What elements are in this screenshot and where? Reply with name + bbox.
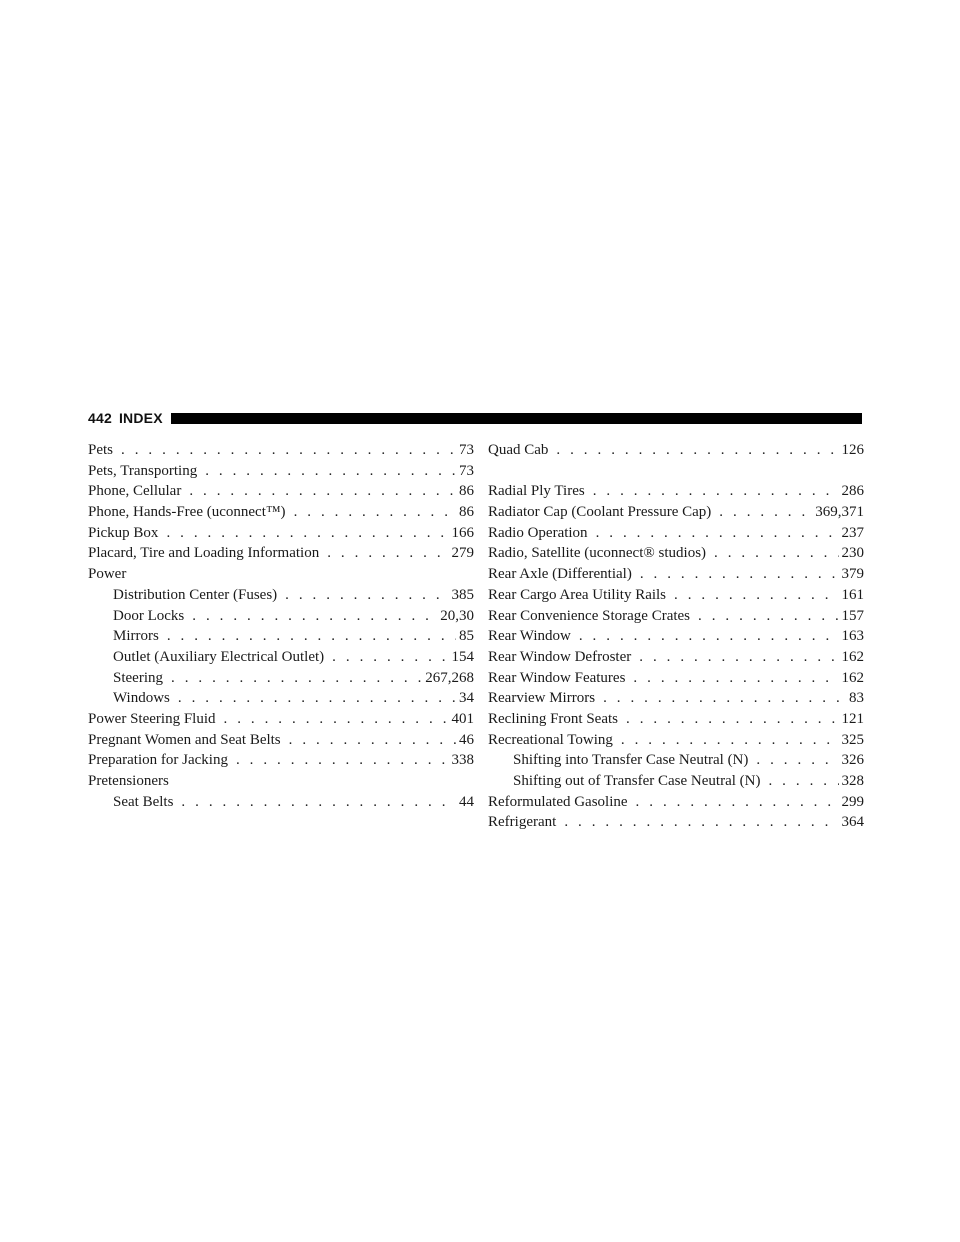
index-term: Radial Ply Tires (488, 483, 585, 500)
index-page-ref: 126 (841, 442, 864, 458)
index-entry (488, 523, 864, 544)
index-page-ref: 73 (459, 442, 474, 458)
dot-leader (621, 730, 839, 751)
index-term: Power (88, 566, 127, 583)
index-subentry (88, 626, 474, 647)
dot-leader (178, 688, 456, 709)
index-entry (488, 502, 864, 523)
dot-leader (236, 750, 449, 771)
index-term: Refrigerant (488, 814, 557, 831)
dot-leader (603, 688, 846, 709)
index-entry (488, 668, 864, 689)
dot-leader (719, 502, 812, 523)
index-page-ref: 85 (459, 628, 474, 645)
index-entry (488, 440, 864, 461)
index-subentry (88, 792, 474, 813)
index-page-ref: 44 (459, 793, 474, 810)
index-term: Radio, Satellite (uconnect® studios) (488, 545, 707, 562)
index-term: Pregnant Women and Seat Belts (88, 731, 281, 748)
dot-leader (640, 564, 839, 585)
index-term: Pets (88, 442, 114, 458)
index-page-ref: 20,30 (440, 607, 474, 624)
index-page-ref: 34 (459, 690, 474, 707)
index-page-ref: 73 (459, 462, 474, 479)
index-term: Recreational Towing (488, 731, 613, 748)
page-number: 442 (88, 410, 112, 426)
dot-leader (332, 647, 448, 668)
index-entry (488, 481, 864, 502)
index-page-ref: 286 (841, 483, 864, 500)
index-page-ref: 230 (841, 545, 864, 562)
index-page-ref: 267,268 (425, 669, 474, 686)
index-subentry (88, 668, 474, 689)
dot-leader (633, 668, 838, 689)
index-term: Pets, Transporting (88, 462, 198, 479)
index-term: Steering (113, 669, 163, 686)
index-entry (488, 543, 864, 564)
index-entry (88, 440, 474, 461)
index-term: Rear Window (488, 628, 571, 645)
index-page-ref: 299 (841, 793, 864, 810)
dot-leader (181, 792, 456, 813)
index-term: Door Locks (113, 607, 185, 624)
dot-leader (294, 502, 456, 523)
dot-leader (596, 523, 839, 544)
index-term: Rear Axle (Differential) (488, 566, 632, 583)
index-term: Pickup Box (88, 524, 159, 541)
dot-leader (626, 709, 839, 730)
index-term: Phone, Hands-Free (uconnect™) (88, 504, 286, 521)
index-entry (88, 709, 474, 730)
dot-leader (698, 606, 838, 627)
dot-leader (205, 461, 456, 482)
index-entry (488, 606, 864, 627)
index-entry (488, 626, 864, 647)
index-page-ref: 121 (841, 710, 864, 727)
index-term: Seat Belts (113, 793, 174, 810)
index-entry (88, 750, 474, 771)
dot-leader (579, 626, 839, 647)
index-term: Power Steering Fluid (88, 710, 216, 727)
index-entry (488, 812, 864, 833)
index-entry (88, 543, 474, 564)
index-entry (488, 585, 864, 606)
dot-leader (285, 585, 448, 606)
index-page-ref: 163 (841, 628, 864, 645)
index-term: Radio Operation (488, 524, 588, 541)
index-entry (88, 771, 474, 792)
index-page-ref: 162 (841, 669, 864, 686)
index-term: Rear Convenience Storage Crates (488, 607, 691, 624)
index-term: Distribution Center (Fuses) (113, 586, 278, 603)
index-entry (88, 523, 474, 544)
index-term: Mirrors (113, 628, 159, 645)
index-page-ref: 83 (849, 690, 864, 707)
dot-leader (171, 668, 422, 689)
index-entry (488, 647, 864, 668)
index-term: Preparation for Jacking (88, 752, 228, 769)
dot-leader (166, 523, 448, 544)
index-term: Pretensioners (88, 773, 169, 789)
dot-leader (189, 481, 456, 502)
index-term: Windows (113, 690, 170, 707)
index-term: Rear Window Defroster (488, 648, 632, 665)
dot-leader (593, 481, 839, 502)
index-term: Reclining Front Seats (488, 710, 618, 727)
dot-leader (289, 730, 456, 751)
index-page-ref: 328 (841, 773, 864, 789)
dot-leader (768, 771, 838, 792)
index-page-ref: 279 (451, 545, 474, 562)
index-term: Rear Window Features (488, 669, 626, 686)
index-term: Rear Cargo Area Utility Rails (488, 586, 667, 603)
index-page-ref: 46 (459, 731, 474, 748)
index-term: Shifting into Transfer Case Neutral (N) (513, 752, 749, 769)
index-page-ref: 364 (841, 814, 864, 831)
header-rule (171, 413, 862, 424)
index-term: Rearview Mirrors (488, 690, 596, 707)
index-page-ref: 154 (451, 648, 474, 665)
index-page-ref: 338 (451, 752, 474, 769)
index-subentry (488, 750, 864, 771)
index-term: Phone, Cellular (88, 483, 182, 500)
index-term: Shifting out of Transfer Case Neutral (N) (513, 773, 761, 789)
index-entry (488, 730, 864, 751)
index-page-ref: 157 (841, 607, 864, 624)
index-entry (488, 709, 864, 730)
index-subentry (88, 585, 474, 606)
dot-leader (224, 709, 449, 730)
index-entry (488, 792, 864, 813)
index-page-ref: 237 (841, 524, 864, 541)
index-term: Outlet (Auxiliary Electrical Outlet) (113, 648, 325, 665)
index-column-left (88, 440, 474, 812)
index-page-ref: 86 (459, 504, 474, 521)
index-entry (88, 481, 474, 502)
index-page-ref: 161 (841, 586, 864, 603)
dot-leader (639, 647, 838, 668)
index-page-ref: 326 (841, 752, 864, 769)
dot-leader (674, 585, 838, 606)
index-page-ref: 86 (459, 483, 474, 500)
index-page-ref: 162 (841, 648, 864, 665)
dot-leader (121, 440, 456, 461)
dot-leader (556, 440, 838, 461)
dot-leader (714, 543, 838, 564)
index-term: Radiator Cap (Coolant Pressure Cap) (488, 504, 712, 521)
index-page-ref: 325 (841, 731, 864, 748)
dot-leader (167, 626, 456, 647)
index-subentry (88, 606, 474, 627)
index-term: Quad Cab (488, 442, 549, 458)
index-page-ref: 385 (451, 586, 474, 603)
dot-leader (564, 812, 838, 833)
index-entry (88, 564, 474, 585)
index-page-ref: 369,371 (815, 504, 864, 521)
section-title: INDEX (118, 410, 163, 426)
dot-leader (756, 750, 838, 771)
dot-leader (636, 792, 839, 813)
index-subentry (88, 647, 474, 668)
dot-leader (327, 543, 448, 564)
index-column-right (488, 440, 864, 833)
index-entry (488, 564, 864, 585)
dot-leader (192, 606, 437, 627)
index-term: Reformulated Gasoline (488, 793, 628, 810)
index-entry (88, 730, 474, 751)
index-subentry (488, 771, 864, 792)
index-page-ref: 379 (841, 566, 864, 583)
index-entry (88, 461, 474, 482)
index-subentry (88, 688, 474, 709)
index-entry (88, 502, 474, 523)
index-entry (488, 688, 864, 709)
index-page-ref: 401 (451, 710, 474, 727)
index-page-ref: 166 (451, 524, 474, 541)
index-term: Placard, Tire and Loading Information (88, 545, 320, 562)
page-header (88, 408, 862, 428)
